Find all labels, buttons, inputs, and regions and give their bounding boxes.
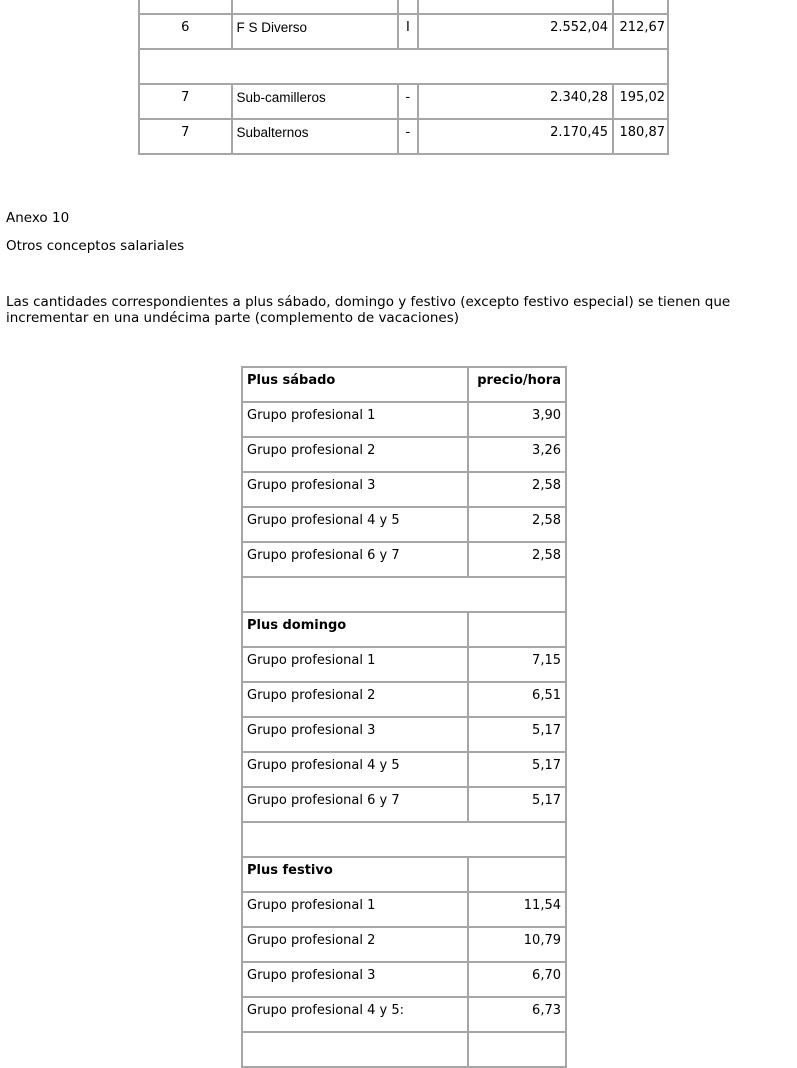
table-row bbox=[242, 542, 566, 577]
price-per-hour: 6,51 bbox=[468, 682, 566, 717]
category-cell: F S Diverso bbox=[232, 14, 398, 49]
annex-title: Anexo 10 bbox=[6, 210, 70, 226]
price-per-hour: 5,17 bbox=[468, 717, 566, 752]
price-per-hour bbox=[468, 1032, 566, 1067]
table-row bbox=[242, 437, 566, 472]
salary-levels-table bbox=[138, 0, 669, 155]
plus-rates-table bbox=[241, 366, 567, 1068]
group-label: Grupo profesional 6 y 7 bbox=[242, 787, 468, 822]
table-row bbox=[242, 717, 566, 752]
table-row bbox=[139, 0, 668, 14]
column-header: precio/hora bbox=[468, 367, 566, 402]
group-label: Grupo profesional 2 bbox=[242, 682, 468, 717]
mark-cell: - bbox=[398, 119, 418, 154]
price-per-hour: 5,17 bbox=[468, 787, 566, 822]
group-label: Grupo profesional 1 bbox=[242, 402, 468, 437]
group-label: Grupo profesional 1 bbox=[242, 892, 468, 927]
monthly-amount-cell: 180,87 bbox=[613, 119, 668, 154]
level-cell: 7 bbox=[139, 84, 232, 119]
separator-cell bbox=[139, 49, 668, 84]
section-title: Plus domingo bbox=[242, 612, 468, 647]
section-title: Plus festivo bbox=[242, 857, 468, 892]
plus-rates-body bbox=[242, 367, 566, 1067]
level-cell: 7 bbox=[139, 119, 232, 154]
group-label bbox=[242, 1032, 468, 1067]
annual-amount-cell: 2.552,04 bbox=[418, 14, 613, 49]
category-cell bbox=[232, 0, 398, 14]
column-header bbox=[468, 612, 566, 647]
annual-amount-cell: 2.340,28 bbox=[418, 84, 613, 119]
mark-cell: - bbox=[398, 84, 418, 119]
table-row bbox=[242, 472, 566, 507]
section-header-row bbox=[242, 857, 566, 892]
table-row bbox=[242, 647, 566, 682]
table-row bbox=[242, 402, 566, 437]
annex-note: Las cantidades correspondientes a plus sábado, domingo y festivo (excepto festivo especial) se tienen que incrementar en una undécima parte (complemento de vacaciones) bbox=[6, 294, 731, 326]
monthly-amount-cell: 195,02 bbox=[613, 84, 668, 119]
level-cell bbox=[139, 0, 232, 14]
annual-amount-cell: 2.170,45 bbox=[418, 119, 613, 154]
annex-subtitle: Otros conceptos salariales bbox=[6, 238, 185, 254]
price-per-hour: 3,90 bbox=[468, 402, 566, 437]
monthly-amount-cell bbox=[613, 0, 668, 14]
group-label: Grupo profesional 3 bbox=[242, 717, 468, 752]
price-per-hour: 2,58 bbox=[468, 472, 566, 507]
table-row bbox=[242, 507, 566, 542]
column-header bbox=[468, 857, 566, 892]
category-cell: Subalternos bbox=[232, 119, 398, 154]
section-header-row bbox=[242, 612, 566, 647]
price-per-hour: 6,70 bbox=[468, 962, 566, 997]
table-row bbox=[242, 962, 566, 997]
separator-row bbox=[242, 822, 566, 857]
separator-row bbox=[139, 49, 668, 84]
price-per-hour: 3,26 bbox=[468, 437, 566, 472]
table-row bbox=[242, 892, 566, 927]
salary-levels-body bbox=[139, 0, 668, 154]
group-label: Grupo profesional 6 y 7 bbox=[242, 542, 468, 577]
table-row bbox=[242, 787, 566, 822]
section-title: Plus sábado bbox=[242, 367, 468, 402]
group-label: Grupo profesional 3 bbox=[242, 962, 468, 997]
annual-amount-cell bbox=[418, 0, 613, 14]
mark-cell: I bbox=[398, 14, 418, 49]
separator-row bbox=[242, 577, 566, 612]
monthly-amount-cell: 212,67 bbox=[613, 14, 668, 49]
group-label: Grupo profesional 4 y 5: bbox=[242, 997, 468, 1032]
group-label: Grupo profesional 4 y 5 bbox=[242, 507, 468, 542]
price-per-hour: 7,15 bbox=[468, 647, 566, 682]
group-label: Grupo profesional 1 bbox=[242, 647, 468, 682]
price-per-hour: 6,73 bbox=[468, 997, 566, 1032]
price-per-hour: 2,58 bbox=[468, 507, 566, 542]
level-cell: 6 bbox=[139, 14, 232, 49]
category-cell: Sub-camilleros bbox=[232, 84, 398, 119]
table-row bbox=[242, 1032, 566, 1067]
group-label: Grupo profesional 4 y 5 bbox=[242, 752, 468, 787]
table-row bbox=[139, 119, 668, 154]
table-row bbox=[139, 84, 668, 119]
group-label: Grupo profesional 2 bbox=[242, 927, 468, 962]
table-row bbox=[242, 682, 566, 717]
group-label: Grupo profesional 2 bbox=[242, 437, 468, 472]
table-row bbox=[242, 997, 566, 1032]
price-per-hour: 11,54 bbox=[468, 892, 566, 927]
separator-cell bbox=[242, 822, 566, 857]
price-per-hour: 5,17 bbox=[468, 752, 566, 787]
separator-cell bbox=[242, 577, 566, 612]
price-per-hour: 10,79 bbox=[468, 927, 566, 962]
table-row bbox=[242, 927, 566, 962]
table-row bbox=[139, 14, 668, 49]
table-row bbox=[242, 752, 566, 787]
group-label: Grupo profesional 3 bbox=[242, 472, 468, 507]
section-header-row bbox=[242, 367, 566, 402]
mark-cell bbox=[398, 0, 418, 14]
price-per-hour: 2,58 bbox=[468, 542, 566, 577]
